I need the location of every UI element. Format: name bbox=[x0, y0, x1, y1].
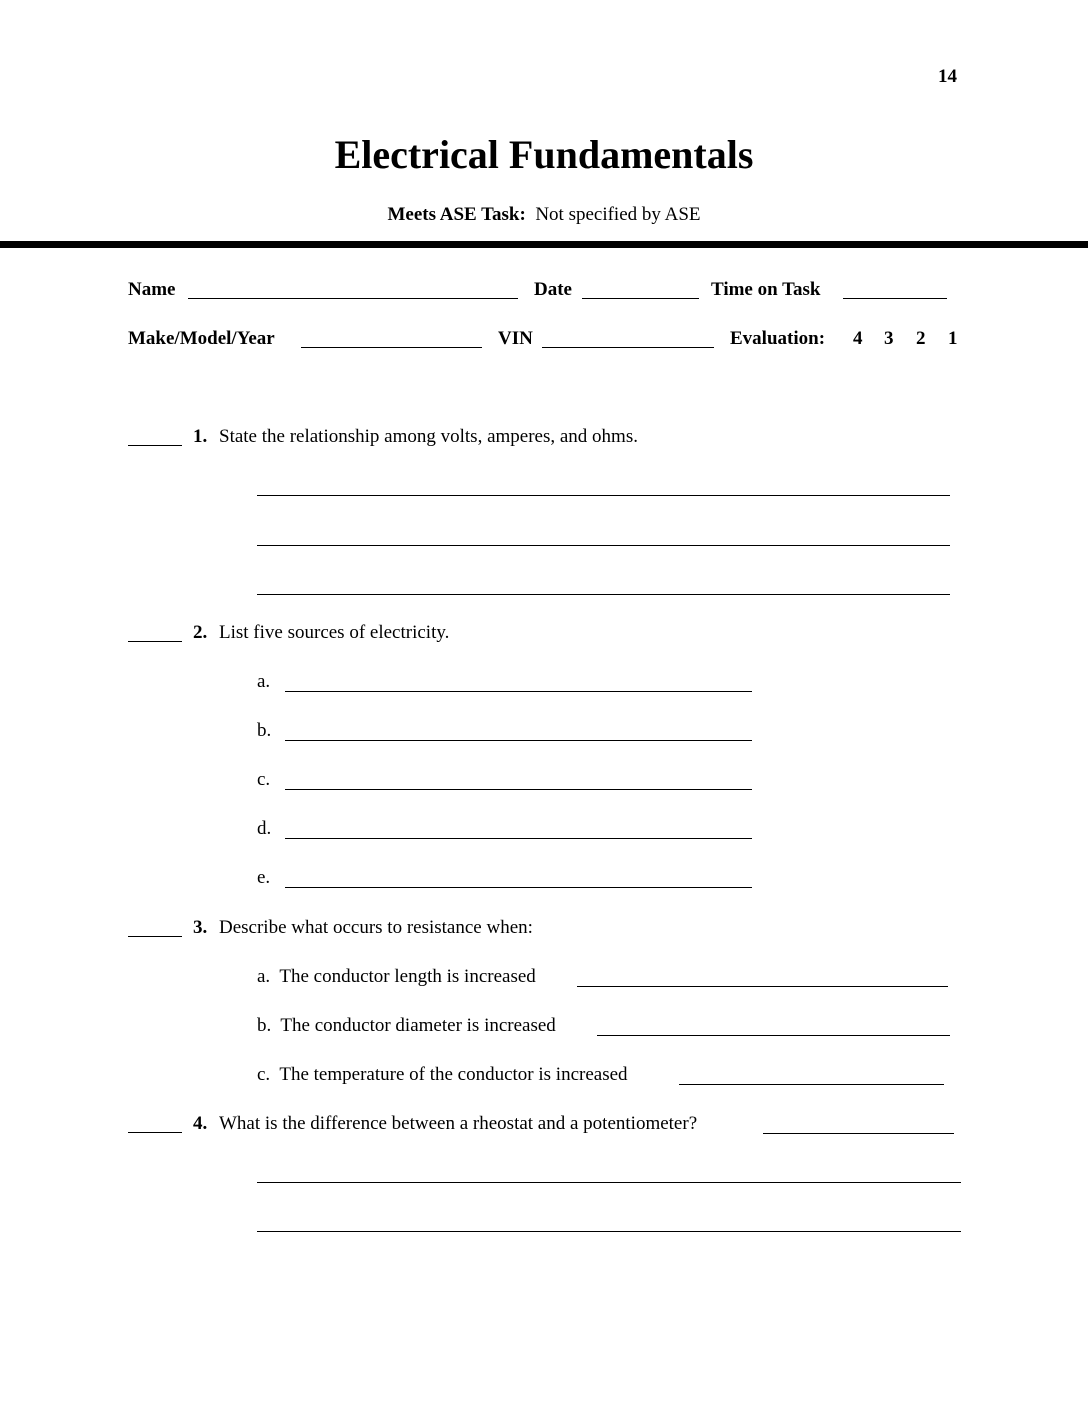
q4-answer-line-2[interactable] bbox=[257, 1231, 961, 1232]
q2-score-blank[interactable] bbox=[128, 641, 182, 642]
make-model-year-label: Make/Model/Year bbox=[128, 328, 275, 349]
vin-label: VIN bbox=[498, 328, 533, 349]
q3-item-b-line[interactable] bbox=[597, 1035, 950, 1036]
q1-text: State the relationship among volts, amperes, and ohms. bbox=[219, 426, 638, 447]
q2-item-c-line[interactable] bbox=[285, 789, 752, 790]
q2-item-c-letter: c. bbox=[257, 769, 271, 790]
q1-number: 1. bbox=[193, 426, 208, 447]
page-title: Electrical Fundamentals bbox=[334, 132, 754, 177]
q2-item-a-letter: a. bbox=[257, 671, 271, 692]
q2-item-b-letter: b. bbox=[257, 720, 272, 741]
q3-text: Describe what occurs to resistance when: bbox=[219, 917, 533, 938]
q3-item-a-letter: a. bbox=[257, 966, 271, 987]
q2-item-a-line[interactable] bbox=[285, 691, 752, 692]
q3-item-a-text: The conductor length is increased bbox=[279, 966, 536, 987]
make-model-year-field[interactable] bbox=[301, 347, 482, 348]
q2-item-d-line[interactable] bbox=[285, 838, 752, 839]
q2-item-d-letter: d. bbox=[257, 818, 272, 839]
q2-text: List five sources of electricity. bbox=[219, 622, 450, 643]
evaluation-score-3[interactable]: 3 bbox=[884, 328, 894, 349]
name-field[interactable] bbox=[188, 298, 518, 299]
q2-item-b-line[interactable] bbox=[285, 740, 752, 741]
q4-score-blank[interactable] bbox=[128, 1132, 182, 1133]
q1-answer-line-1[interactable] bbox=[257, 495, 950, 496]
date-field[interactable] bbox=[582, 298, 699, 299]
vin-field[interactable] bbox=[542, 347, 714, 348]
date-label: Date bbox=[534, 279, 572, 300]
q3-item-a-line[interactable] bbox=[577, 986, 948, 987]
time-on-task-field[interactable] bbox=[843, 298, 947, 299]
name-label: Name bbox=[128, 279, 176, 300]
q4-inline-answer-line[interactable] bbox=[763, 1133, 954, 1134]
q3-item-b-letter: b. bbox=[257, 1015, 272, 1036]
ase-task-label: Meets ASE Task: bbox=[387, 204, 526, 225]
q1-answer-line-2[interactable] bbox=[257, 545, 950, 546]
q3-score-blank[interactable] bbox=[128, 936, 182, 937]
q3-number: 3. bbox=[193, 917, 208, 938]
q3-item-c-text: The temperature of the conductor is increased bbox=[279, 1064, 628, 1085]
q3-item-c-letter: c. bbox=[257, 1064, 271, 1085]
q4-number: 4. bbox=[193, 1113, 208, 1134]
q4-answer-line-1[interactable] bbox=[257, 1182, 961, 1183]
q2-item-e-letter: e. bbox=[257, 867, 271, 888]
q3-item-c-line[interactable] bbox=[679, 1084, 944, 1085]
q1-answer-line-3[interactable] bbox=[257, 594, 950, 595]
ase-task-value: Not specified by ASE bbox=[535, 204, 701, 225]
evaluation-score-2[interactable]: 2 bbox=[916, 328, 926, 349]
q2-item-e-line[interactable] bbox=[285, 887, 752, 888]
evaluation-score-4[interactable]: 4 bbox=[853, 328, 863, 349]
q2-number: 2. bbox=[193, 622, 208, 643]
time-on-task-label: Time on Task bbox=[711, 279, 821, 300]
q3-item-c bbox=[257, 1064, 628, 1086]
evaluation-score-1[interactable]: 1 bbox=[948, 328, 958, 349]
evaluation-label: Evaluation: bbox=[730, 328, 826, 349]
q3-item-b bbox=[257, 1015, 556, 1037]
q1-score-blank[interactable] bbox=[128, 445, 182, 446]
q4-text: What is the difference between a rheostat and a potentiometer? bbox=[219, 1113, 698, 1134]
ase-task-line bbox=[0, 204, 1088, 226]
page-number: 14 bbox=[938, 66, 957, 87]
q3-item-a bbox=[257, 966, 536, 988]
header-rule bbox=[0, 241, 1088, 248]
q3-item-b-text: The conductor diameter is increased bbox=[280, 1015, 556, 1036]
